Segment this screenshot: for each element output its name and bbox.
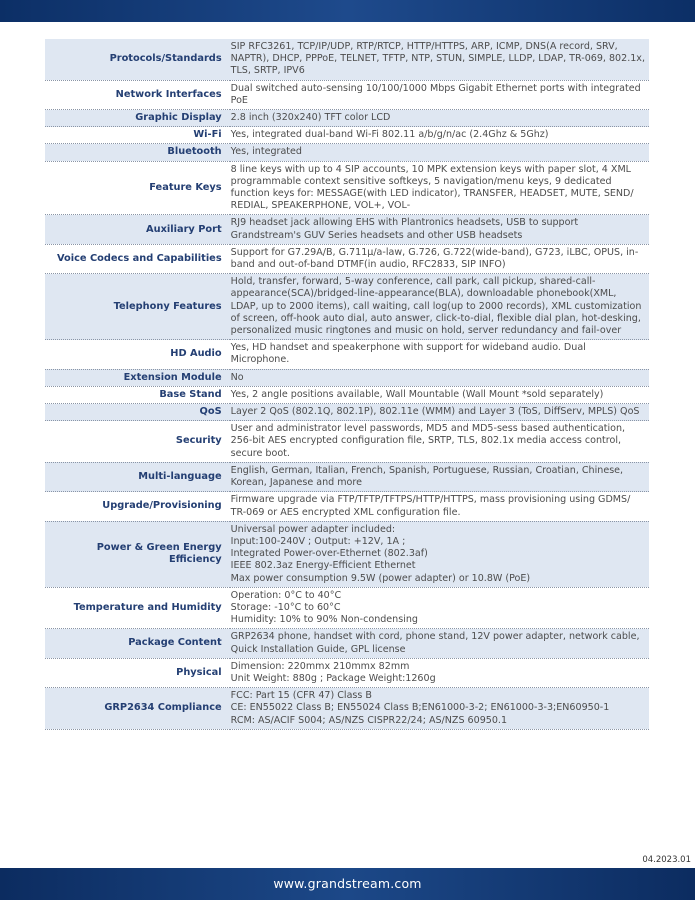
spec-label: GRP2634 Compliance: [104, 702, 222, 714]
spec-row: [45, 144, 649, 161]
spec-row: [45, 521, 649, 587]
spec-value: [230, 340, 649, 369]
spec-label: Base Stand: [159, 388, 222, 400]
spec-value-line: Quick Installation Guide, GPL license: [230, 643, 406, 655]
spec-value-line: RJ9 headset jack allowing EHS with Plantronics headsets, USB to support: [230, 217, 579, 229]
spec-value-line: No: [230, 371, 244, 383]
footer-url[interactable]: www.grandstream.com: [273, 876, 422, 891]
spec-value-line: Layer 2 QoS (802.1Q, 802.1P), 802.11e (WMM) and Layer 3 (ToS, DiffServ, MPLS) QoS: [230, 406, 640, 418]
spec-value-line: secure boot.: [230, 447, 290, 459]
spec-value-line: Dual switched auto-sensing 10/100/1000 Mbps Gigabit Ethernet ports with integrated: [230, 82, 641, 94]
spec-label: Temperature and Humidity: [73, 601, 222, 613]
spec-label: Graphic Display: [135, 112, 222, 124]
spec-value-line: Yes, integrated: [230, 146, 302, 158]
spec-row: [45, 421, 649, 463]
spec-value: [230, 658, 649, 687]
spec-value-line: personalized music ringtones and music on hold, server redundancy and fail-over: [230, 325, 622, 337]
spec-value-line: function keys for: MESSAGE(with LED indicator), TRANSFER, HEADSET, MUTE, SEND/: [230, 188, 634, 200]
spec-value-line: PoE: [230, 94, 248, 106]
spec-label: Wi-Fi: [193, 129, 222, 141]
spec-value-line: Input:100-240V ; Output: +12V, 1A ;: [230, 535, 406, 547]
spec-value: [230, 462, 649, 491]
spec-value-line: Microphone.: [230, 354, 290, 366]
spec-label: Power & Green Energy Efficiency: [96, 542, 222, 566]
spec-value: [230, 244, 649, 273]
spec-table: [45, 39, 649, 730]
spec-value-line: LDAP, up to 2000 items), call waiting, call log(up to 2000 records), XML customization: [230, 300, 642, 312]
spec-value-line: REDIAL, SPEAKERPHONE, VOL+, VOL-: [230, 200, 411, 212]
spec-value-line: Yes, HD handset and speakerphone with support for wideband audio. Dual: [230, 342, 586, 354]
spec-row: [45, 587, 649, 629]
spec-value-line: Universal power adapter included:: [230, 523, 396, 535]
spec-label: Auxiliary Port: [146, 223, 222, 235]
spec-value-line: CE: EN55022 Class B; EN55024 Class B;EN61000-3-2; EN61000-3-3;EN60950-1: [230, 702, 610, 714]
spec-value: [230, 274, 649, 340]
spec-label: Voice Codecs and Capabilities: [56, 252, 222, 264]
spec-value: [230, 688, 649, 730]
spec-row: [45, 369, 649, 386]
spec-value-line: Integrated Power-over-Ethernet (802.3af): [230, 548, 428, 560]
spec-row: [45, 386, 649, 403]
spec-value-line: Storage: -10°C to 60°C: [230, 601, 341, 613]
spec-row: [45, 161, 649, 215]
spec-row: [45, 688, 649, 730]
footer-bar: [0, 868, 695, 900]
spec-value-line: Hold, transfer, forward, 5-way conference, call park, call pickup, shared-call-: [230, 276, 596, 288]
spec-value: [230, 587, 649, 629]
spec-row: [45, 274, 649, 340]
spec-label: Extension Module: [123, 371, 222, 383]
spec-value: [230, 215, 649, 244]
spec-row: [45, 462, 649, 491]
spec-value: [230, 404, 649, 421]
spec-label: HD Audio: [170, 348, 222, 360]
spec-row: [45, 492, 649, 521]
spec-value: [230, 369, 649, 386]
spec-value-line: Yes, integrated dual-band Wi-Fi 802.11 a/b/g/n/ac (2.4Ghz & 5Ghz): [230, 129, 549, 141]
spec-value-line: Support for G7.29A/B, G.711μ/a-law, G.726, G.722(wide-band), G723, iLBC, OPUS, in-: [230, 246, 639, 258]
spec-label: Feature Keys: [149, 181, 222, 193]
spec-value-line: Unit Weight: 880g ; Package Weight:1260g: [230, 672, 436, 684]
spec-value-line: RCM: AS/ACIF S004; AS/NZS CISPR22/24; AS/NZS 60950.1: [230, 714, 508, 726]
spec-value: [230, 80, 649, 109]
spec-value-line: English, German, Italian, French, Spanish, Portuguese, Russian, Croatian, Chinese,: [230, 464, 624, 476]
spec-value-line: Grandstream's GUV Series headsets and other USB headsets: [230, 229, 523, 241]
spec-value: [230, 629, 649, 658]
spec-value-line: Korean, Japanese and more: [230, 477, 362, 489]
spec-value-line: 256-bit AES encrypted configuration file, SRTP, TLS, 802.1x media access control,: [230, 435, 622, 447]
spec-label: Security: [175, 435, 222, 447]
spec-value-line: TLS, SRTP, IPV6: [230, 65, 305, 77]
spec-value-line: GRP2634 phone, handset with cord, phone stand, 12V power adapter, network cable,: [230, 631, 640, 643]
spec-value-line: TR-069 or AES encrypted XML configuration file.: [230, 506, 461, 518]
spec-value-line: band and out-of-band DTMF(in audio, RFC2833, SIP INFO): [230, 259, 506, 271]
spec-label: Protocols/Standards: [109, 53, 222, 65]
spec-row: [45, 215, 649, 244]
spec-label: QoS: [199, 406, 222, 418]
spec-value-line: Firmware upgrade via FTP/TFTP/TFTPS/HTTP/HTTPS, mass provisioning using GDMS/: [230, 494, 631, 506]
spec-value-line: User and administrator level passwords, MD5 and MD5-sess based authentication,: [230, 423, 626, 435]
spec-value: [230, 161, 649, 215]
spec-row: [45, 127, 649, 144]
spec-label: Telephony Features: [113, 300, 222, 312]
spec-value-line: Max power consumption 9.5W (power adapter) or 10.8W (PoE): [230, 572, 531, 584]
spec-value-line: appearance(SCA)/bridged-line-appearance(BLA), downloadable phonebook(XML,: [230, 288, 617, 300]
spec-value: [230, 492, 649, 521]
spec-value-line: programmable context sensitive softkeys, 5 navigation/menu keys, 9 dedicated: [230, 175, 612, 187]
spec-table-body: [45, 39, 649, 729]
spec-row: [45, 340, 649, 369]
spec-value-line: Operation: 0°C to 40°C: [230, 589, 342, 601]
spec-value-line: FCC: Part 15 (CFR 47) Class B: [230, 690, 372, 702]
spec-value: [230, 421, 649, 463]
spec-row: [45, 244, 649, 273]
spec-label: Upgrade/Provisioning: [102, 500, 222, 512]
spec-value: [230, 39, 649, 80]
spec-value: [230, 127, 649, 144]
spec-value-line: Humidity: 10% to 90% Non-condensing: [230, 614, 418, 626]
spec-row: [45, 80, 649, 109]
spec-value-line: 2.8 inch (320x240) TFT color LCD: [230, 112, 391, 124]
spec-value: [230, 144, 649, 161]
spec-value-line: Dimension: 220mmx 210mmx 82mm: [230, 660, 410, 672]
spec-value-line: Yes, 2 angle positions available, Wall Mountable (Wall Mount *sold separately): [230, 388, 604, 400]
spec-row: [45, 404, 649, 421]
spec-value-line: of screen, off-hook auto dial, auto answer, click-to-dial, flexible dial plan, hot-desking,: [230, 312, 641, 324]
spec-label: Physical: [176, 666, 222, 678]
spec-value-line: 8 line keys with up to 4 SIP accounts, 10 MPK extension keys with paper slot, 4 XML: [230, 163, 632, 175]
spec-label: Package Content: [128, 637, 222, 649]
spec-value-line: IEEE 802.3az Energy-Efficient Ethernet: [230, 560, 416, 572]
spec-label: Multi-language: [138, 470, 222, 482]
spec-row: [45, 110, 649, 127]
spec-row: [45, 629, 649, 658]
spec-value: [230, 110, 649, 127]
spec-value-line: NAPTR), DHCP, PPPoE, TELNET, TFTP, NTP, STUN, SIMPLE, LLDP, LDAP, TR-069, 802.1x,: [230, 53, 645, 65]
spec-row: [45, 658, 649, 687]
spec-label: Network Interfaces: [115, 88, 222, 100]
spec-row: [45, 39, 649, 80]
spec-label: Bluetooth: [167, 146, 222, 158]
header-bar: [0, 0, 695, 22]
spec-value: [230, 386, 649, 403]
document-date: 04.2023.01: [642, 855, 691, 865]
spec-value-line: SIP RFC3261, TCP/IP/UDP, RTP/RTCP, HTTP/HTTPS, ARP, ICMP, DNS(A record, SRV,: [230, 41, 618, 52]
spec-value: [230, 521, 649, 587]
